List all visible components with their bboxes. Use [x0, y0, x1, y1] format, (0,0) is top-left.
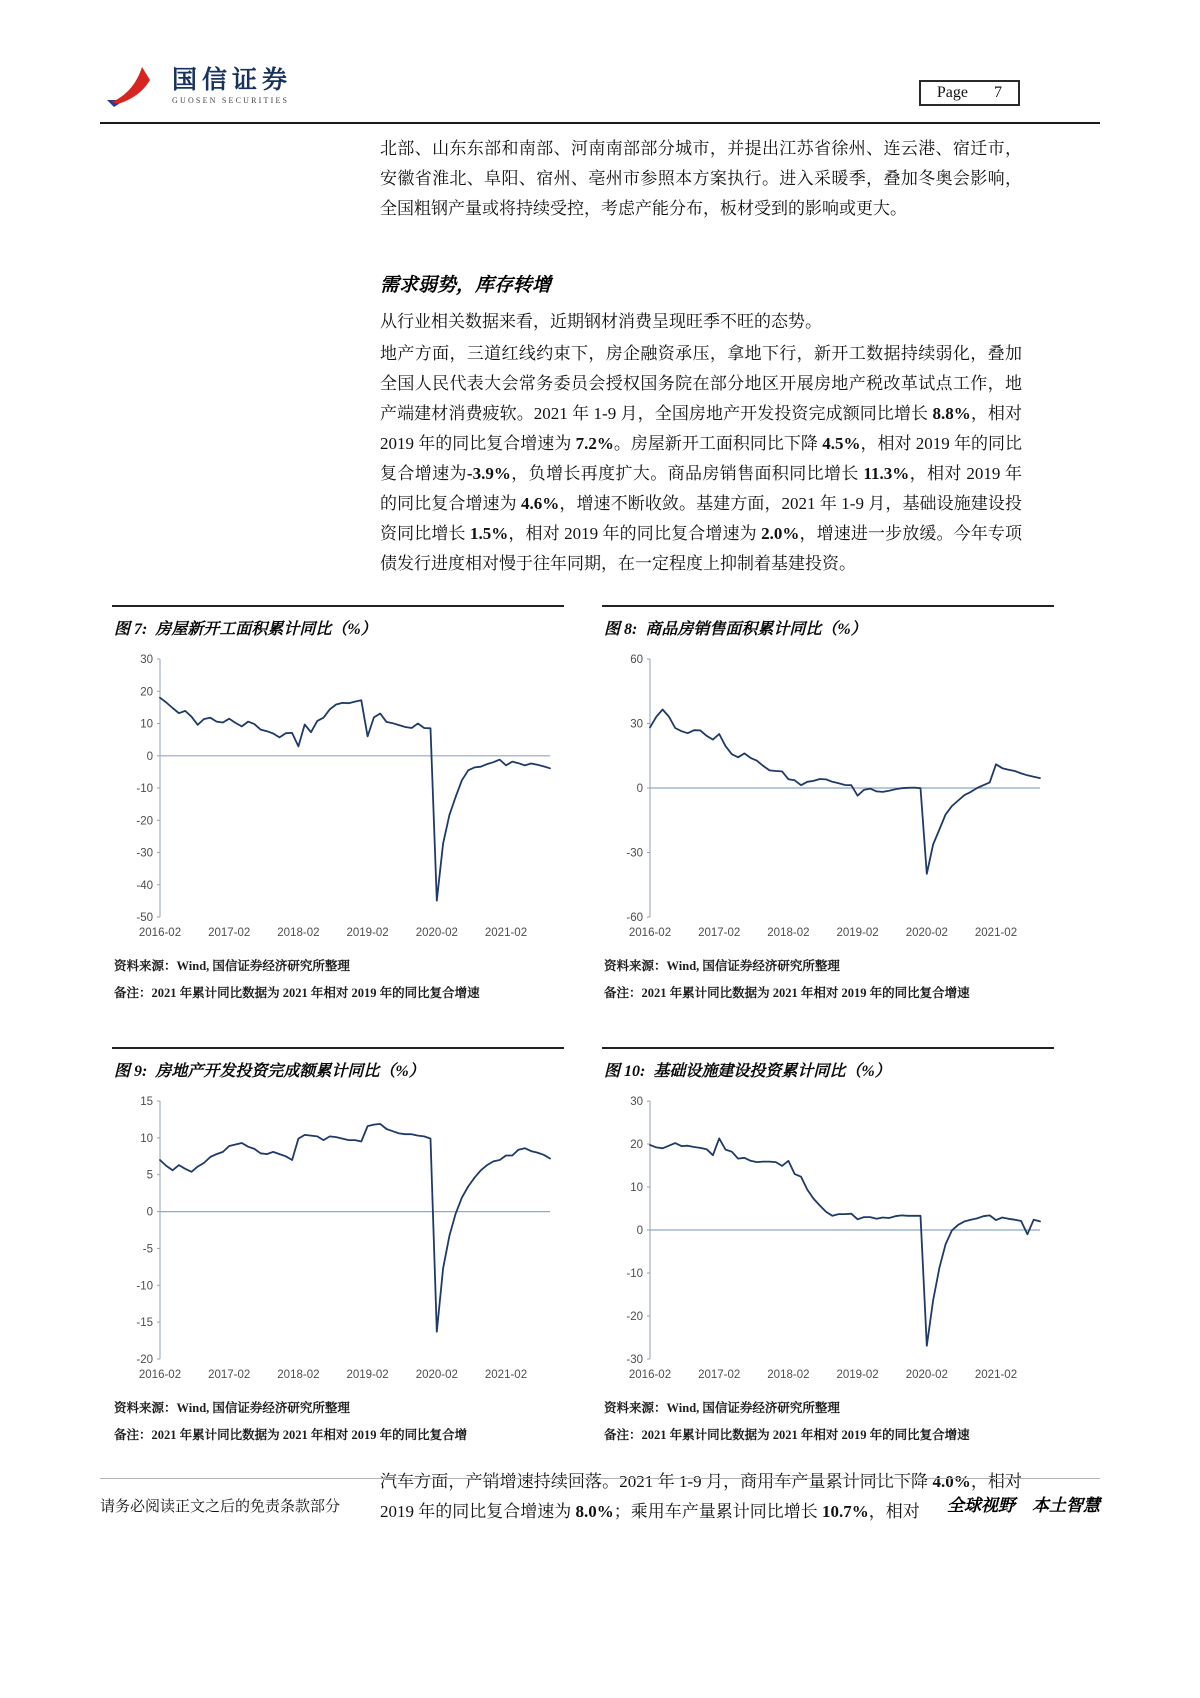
brand-text-block [172, 67, 292, 106]
svg-text:0: 0 [146, 750, 153, 763]
figure-8-label: 图 8: [604, 621, 638, 638]
paragraph-steel-supply: 北部、山东东部和南部、河南南部部分城市，并提出江苏省徐州、连云港、宿迁市，安徽省淮北、阜阳、宿州、亳州市参照本方案执行。进入采暖季，叠加冬奥会影响，全国粗钢产量或将持续受控，考虑产能分布，板材受到的影响或更大。 [380, 139, 1022, 218]
svg-text:2020-02: 2020-02 [905, 1369, 948, 1381]
svg-text:2016-02: 2016-02 [628, 1369, 672, 1381]
svg-text:20: 20 [630, 1139, 643, 1151]
figure-8 [602, 605, 1054, 1001]
svg-text:2019-02: 2019-02 [836, 1369, 879, 1381]
svg-text:-10: -10 [626, 1268, 643, 1280]
svg-text:-20: -20 [136, 1354, 153, 1366]
svg-text:2020-02: 2020-02 [415, 1369, 458, 1381]
svg-text:-50: -50 [136, 912, 153, 924]
figure-9-note: 备注：2021 年累计同比数据为 2021 年相对 2019 年的同比复合增 [114, 1428, 468, 1442]
body-text-column [380, 134, 1022, 579]
svg-text:0: 0 [146, 1206, 153, 1219]
figure-7-title [112, 605, 564, 643]
svg-text:-30: -30 [626, 847, 643, 860]
svg-text:-40: -40 [136, 879, 153, 892]
svg-text:-15: -15 [136, 1317, 153, 1330]
svg-text:-10: -10 [136, 783, 153, 795]
svg-text:10: 10 [140, 718, 153, 731]
svg-text:-20: -20 [136, 815, 153, 828]
svg-text:-60: -60 [626, 912, 643, 924]
figure-8-note: 备注：2021 年累计同比数据为 2021 年相对 2019 年的同比复合增速 [604, 986, 970, 1000]
svg-text:0: 0 [636, 783, 643, 795]
figure-10-note: 备注：2021 年累计同比数据为 2021 年相对 2019 年的同比复合增速 [604, 1428, 970, 1442]
brand-subtitle: GUOSEN SECURITIES [172, 96, 290, 106]
svg-text:-10: -10 [136, 1280, 153, 1293]
figure-8-line-chart [602, 647, 1054, 947]
svg-text:10: 10 [140, 1132, 153, 1145]
svg-text:2019-02: 2019-02 [346, 1369, 389, 1381]
svg-text:2017-02: 2017-02 [208, 927, 251, 939]
svg-text:2017-02: 2017-02 [698, 1369, 741, 1381]
figure-7-note: 备注：2021 年累计同比数据为 2021 年相对 2019 年的同比复合增速 [114, 986, 480, 1000]
page-label: Page [936, 84, 968, 101]
figure-8-caption: 商品房销售面积累计同比（%） [645, 621, 867, 638]
svg-text:2021-02: 2021-02 [484, 1369, 528, 1381]
svg-text:30: 30 [140, 654, 153, 666]
svg-text:60: 60 [630, 654, 643, 666]
brand-name: 国信证券 [172, 66, 293, 94]
svg-text:-5: -5 [142, 1243, 153, 1256]
svg-text:2018-02: 2018-02 [767, 927, 810, 939]
footer-disclaimer: 请务必阅读正文之后的免责条款部分 [100, 1499, 341, 1515]
brand-logo [102, 64, 292, 108]
svg-text:2018-02: 2018-02 [277, 927, 320, 939]
svg-text:30: 30 [630, 718, 643, 731]
figure-7-label: 图 7: [114, 621, 148, 638]
svg-text:2019-02: 2019-02 [836, 927, 879, 939]
svg-text:-30: -30 [136, 847, 153, 860]
figure-10-title [602, 1047, 1054, 1085]
figure-9-title [112, 1047, 564, 1085]
figures-grid [112, 605, 1054, 1443]
section-heading: 需求弱势，库存转增 [380, 275, 552, 296]
figure-10 [602, 1047, 1054, 1443]
svg-text:2019-02: 2019-02 [346, 927, 389, 939]
figure-9-caption: 房地产开发投资完成额累计同比（%） [155, 1063, 425, 1080]
figure-7-source: 资料来源：Wind, 国信证券经济研究所整理 [114, 959, 350, 973]
figure-10-source: 资料来源：Wind, 国信证券经济研究所整理 [604, 1401, 840, 1415]
svg-text:2016-02: 2016-02 [138, 1369, 182, 1381]
svg-text:-30: -30 [626, 1354, 643, 1366]
paragraph-autos: 汽车方面，产销增速持续回落。2021 年 1-9 月，商用车产量累计同比下降 4.0%，相对 2019 年的同比复合增速为 8.0%；乘用车产量累计同比增长 10.7%，相对 [380, 1472, 1022, 1521]
svg-text:-20: -20 [626, 1311, 643, 1323]
svg-text:2017-02: 2017-02 [698, 927, 741, 939]
svg-text:2017-02: 2017-02 [208, 1369, 251, 1381]
figure-9-label: 图 9: [114, 1063, 148, 1080]
figure-8-source: 资料来源：Wind, 国信证券经济研究所整理 [604, 959, 840, 973]
svg-text:2020-02: 2020-02 [415, 927, 458, 939]
figure-10-label: 图 10: [604, 1063, 646, 1080]
figure-8-title [602, 605, 1054, 643]
guosen-logo-icon [102, 64, 162, 108]
figure-10-line-chart [602, 1089, 1054, 1389]
page-header [100, 64, 1100, 124]
figure-7-caption: 房屋新开工面积累计同比（%） [155, 621, 377, 638]
svg-text:2016-02: 2016-02 [628, 927, 672, 939]
svg-text:2018-02: 2018-02 [277, 1369, 320, 1381]
page-number: 7 [994, 84, 1002, 101]
content-area [0, 126, 1200, 1527]
page-footer [100, 1478, 1100, 1516]
figure-9-source: 资料来源：Wind, 国信证券经济研究所整理 [114, 1401, 350, 1415]
figure-7-line-chart [112, 647, 564, 947]
svg-text:2016-02: 2016-02 [138, 927, 182, 939]
svg-text:2021-02: 2021-02 [974, 1369, 1018, 1381]
page-indicator [919, 80, 1020, 106]
paragraph-realestate-infra: 地产方面，三道红线约束下，房企融资承压，拿地下行，新开工数据持续弱化，叠加全国人民代表大会常务委员会授权国务院在部分地区开展房地产税改革试点工作，地产端建材消费疲软。2021 年 1-9 月，全国房地产开发投资完成额同比增长 8.8%，相对 2019 年的同比复合增速为 7.2%。房屋新开工面积同比下降 4.5%，相对 2019 年的同比复合增速为-3.9%，负增长再度扩大。商品房销售面积同比增长 11.3%，相对 2019 年的同比复合增速为 4.6%，增速不断收敛。基建方面，2021 年 1-9 月，基础设施建设投资同比增长 1.5%，相对 2019 年的同比复合增速为 2.0%，增速进一步放缓。今年专项债发行进度相对慢于往年同期，在一定程度上抑制着基建投资。 [380, 344, 1023, 573]
svg-text:2021-02: 2021-02 [974, 927, 1018, 939]
svg-text:20: 20 [140, 686, 153, 699]
figure-7 [112, 605, 564, 1001]
svg-text:2018-02: 2018-02 [767, 1369, 810, 1381]
paragraph-demand-intro: 从行业相关数据来看，近期钢材消费呈现旺季不旺的态势。 [380, 312, 822, 331]
svg-text:0: 0 [636, 1225, 643, 1237]
footer-slogan: 全球视野 本土智慧 [947, 1496, 1100, 1515]
svg-text:15: 15 [140, 1096, 153, 1108]
svg-text:2020-02: 2020-02 [905, 927, 948, 939]
figure-10-caption: 基础设施建设投资累计同比（%） [653, 1063, 891, 1080]
svg-text:5: 5 [146, 1169, 153, 1182]
svg-text:2021-02: 2021-02 [484, 927, 528, 939]
figure-9-line-chart [112, 1089, 564, 1389]
svg-text:30: 30 [630, 1096, 643, 1108]
svg-text:10: 10 [630, 1182, 643, 1194]
figure-9 [112, 1047, 564, 1443]
